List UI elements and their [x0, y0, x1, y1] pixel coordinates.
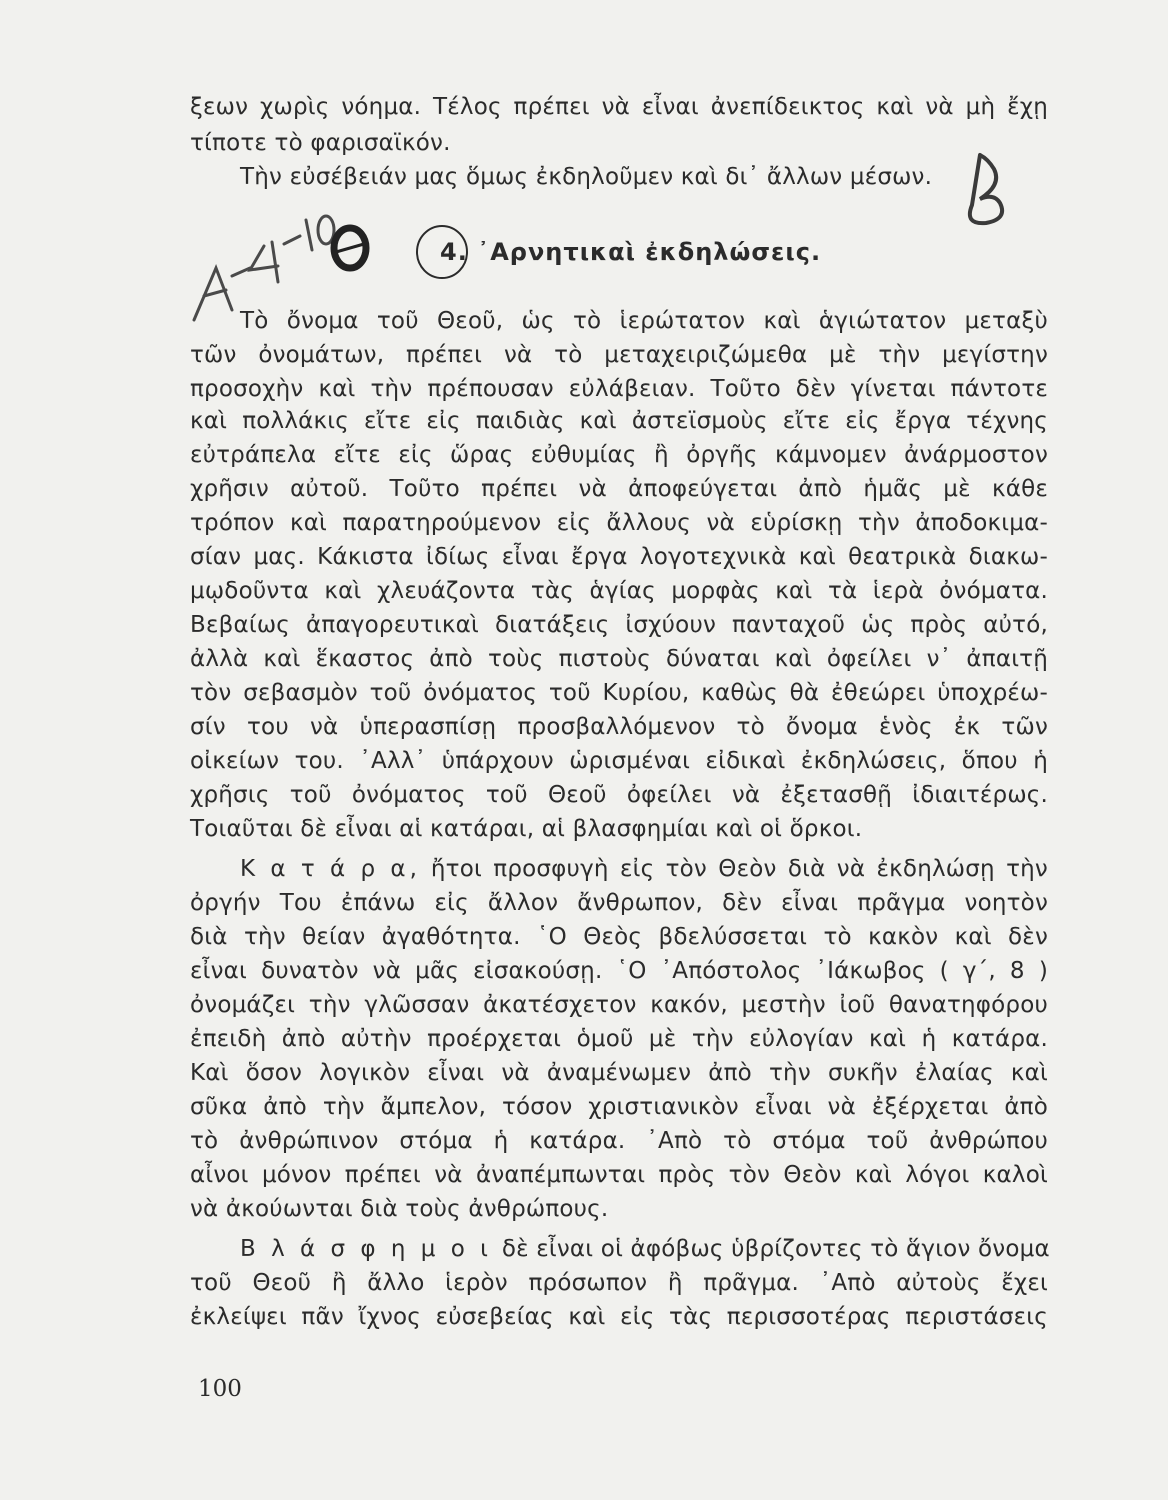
text-line: ξεων χωρὶς νόημα. Τέλος πρέπει νὰ εἶναι ἀνεπίδεικτος καὶ νὰ μὴ ἔχῃ: [190, 94, 1048, 120]
text-line: Τὸ ὄνομα τοῦ Θεοῦ, ὡς τὸ ἱερώτατον καὶ ἁγιώτατον μεταξὺ: [240, 308, 1048, 334]
text-line: οἰκείων του. ᾿Αλλ᾿ ὑπάρχουν ὡρισμέναι εἰδικαὶ ἐκδηλώσεις, ὅπου ἡ: [190, 748, 1048, 774]
text-line: [240, 856, 1048, 882]
text-line: ἐπειδὴ ἀπὸ αὐτὴν προέρχεται ὁμοῦ μὲ τὴν εὐλογίαν καὶ ἡ κατάρα.: [190, 1026, 1048, 1052]
text-line: αἶνοι μόνον πρέπει νὰ ἀναπέμπωνται πρὸς τὸν Θεὸν καὶ λόγοι καλοὶ: [190, 1162, 1048, 1188]
text-line: προσοχὴν καὶ τὴν πρέπουσαν εὐλάβειαν. Τοῦτο δὲν γίνεται πάντοτε: [190, 376, 1048, 402]
text-line: σίν του νὰ ὑπερασπίσῃ προσβαλλόμενον τὸ ὄνομα ἑνὸς ἐκ τῶν: [190, 714, 1048, 740]
text-line: Τοιαῦται δὲ εἶναι αἱ κατάραι, αἱ βλασφημίαι καὶ οἱ ὅρκοι.: [190, 816, 863, 842]
text-line: τίποτε τὸ φαρισαϊκόν.: [190, 130, 451, 156]
text-line: ὀργήν Του ἐπάνω εἰς ἄλλον ἄνθρωπον, δὲν εἶναι πρᾶγμα νοητὸν: [190, 890, 1048, 916]
text-line: καὶ πολλάκις εἴτε εἰς παιδιὰς καὶ ἀστεϊσμοὺς εἴτε εἰς ἔργα τέχνης: [190, 408, 1048, 434]
section-title: ᾿Αρνητικαὶ ἐκδηλώσεις.: [477, 238, 822, 266]
section-heading: [440, 238, 821, 266]
text-line: τὸν σεβασμὸν τοῦ ὀνόματος τοῦ Κυρίου, καθὼς θὰ ἐθεώρει ὑποχρέω-: [190, 680, 1048, 706]
text-line: Καὶ ὅσον λογικὸν εἶναι νὰ ἀναμένωμεν ἀπὸ τὴν συκῆν ἐλαίας καὶ: [190, 1060, 1048, 1086]
text-line: διὰ τὴν θείαν ἀγαθότητα. ῾Ο Θεὸς βδελύσσεται τὸ κακὸν καὶ δὲν: [190, 924, 1048, 950]
text-line: Βεβαίως ἀπαγορευτικαὶ διατάξεις ἰσχύουν πανταχοῦ ὡς πρὸς αὐτό,: [190, 612, 1048, 638]
text-line: χρῆσις τοῦ ὀνόματος τοῦ Θεοῦ ὀφείλει νὰ ἐξετασθῇ ἰδιαιτέρως.: [190, 782, 1048, 808]
text-line: τῶν ὀνομάτων, πρέπει νὰ τὸ μεταχειριζώμεθα μὲ τὴν μεγίστην: [190, 342, 1048, 368]
text-line: εἶναι δυνατὸν νὰ μᾶς εἰσακούσῃ. ῾Ο ᾿Απόστολος ᾿Ιάκωβος ( γ΄, 8 ): [190, 958, 1048, 984]
text-line: σῦκα ἀπὸ τὴν ἄμπελον, τόσον χριστιανικὸν εἶναι νὰ ἐξέρχεται ἀπὸ: [190, 1094, 1048, 1120]
text-line: τὸ ἀνθρώπινον στόμα ἡ κατάρα. ᾿Απὸ τὸ στόμα τοῦ ἀνθρώπου: [190, 1128, 1048, 1154]
page-number: 100: [198, 1376, 242, 1402]
text-line: Τὴν εὐσέβειάν μας ὅμως ἐκδηλοῦμεν καὶ δι᾿ ἄλλων μέσων.: [240, 164, 933, 190]
text-line: ἐκλείψει πᾶν ἴχνος εὐσεβείας καὶ εἰς τὰς περισσοτέρας περιστάσεις: [190, 1304, 1048, 1330]
text-line: σίαν μας. Κάκιστα ἰδίως εἶναι ἔργα λογοτεχνικὰ καὶ θεατρικὰ διακω-: [190, 544, 1048, 570]
text-line: χρῆσιν αὐτοῦ. Τοῦτο πρέπει νὰ ἀποφεύγεται ἀπὸ ἡμᾶς μὲ κάθε: [190, 476, 1048, 502]
spaced-term-katara: Κ α τ ά ρ α,: [240, 856, 421, 882]
text-line: ὀνομάζει τὴν γλῶσσαν ἀκατέσχετον κακόν, μεστὴν ἰοῦ θανατηφόρου: [190, 992, 1048, 1018]
text-line: νὰ ἀκούωνται διὰ τοὺς ἀνθρώπους.: [190, 1196, 609, 1222]
text-line: τρόπον καὶ παρατηρούμενον εἰς ἄλλους νὰ εὑρίσκῃ τὴν ἀποδοκιμα-: [190, 510, 1048, 536]
handwritten-zero-mark: [320, 218, 380, 278]
handwritten-b-mark: [950, 145, 1020, 235]
text-line: τοῦ Θεοῦ ἢ ἄλλο ἱερὸν πρόσωπον ἢ πρᾶγμα. ᾿Απὸ αὐτοὺς ἔχει: [190, 1270, 1048, 1296]
spaced-term-vlasfimoi: Β λ ά σ φ η μ ο ι: [240, 1236, 492, 1262]
text-line: [240, 1236, 1048, 1262]
text-line-rest: δὲ εἶναι οἱ ἀφόβως ὑβρίζοντες τὸ ἅγιον ὄνομα: [501, 1236, 1050, 1262]
section-number: 4.: [440, 238, 468, 266]
text-line: ἀλλὰ καὶ ἕκαστος ἀπὸ τοὺς πιστοὺς δύναται καὶ ὀφείλει ν᾿ ἀπαιτῇ: [190, 646, 1048, 672]
text-line: εὐτράπελα εἴτε εἰς ὥρας εὐθυμίας ἢ ὀργῆς κάμνομεν ἀνάρμοστον: [190, 442, 1048, 468]
text-line: μῳδοῦντα καὶ χλευάζοντα τὰς ἁγίας μορφὰς καὶ τὰ ἱερὰ ὀνόματα.: [190, 578, 1048, 604]
text-line-rest: ἤτοι προσφυγὴ εἰς τὸν Θεὸν διὰ νὰ ἐκδηλώσῃ τὴν: [430, 856, 1048, 882]
